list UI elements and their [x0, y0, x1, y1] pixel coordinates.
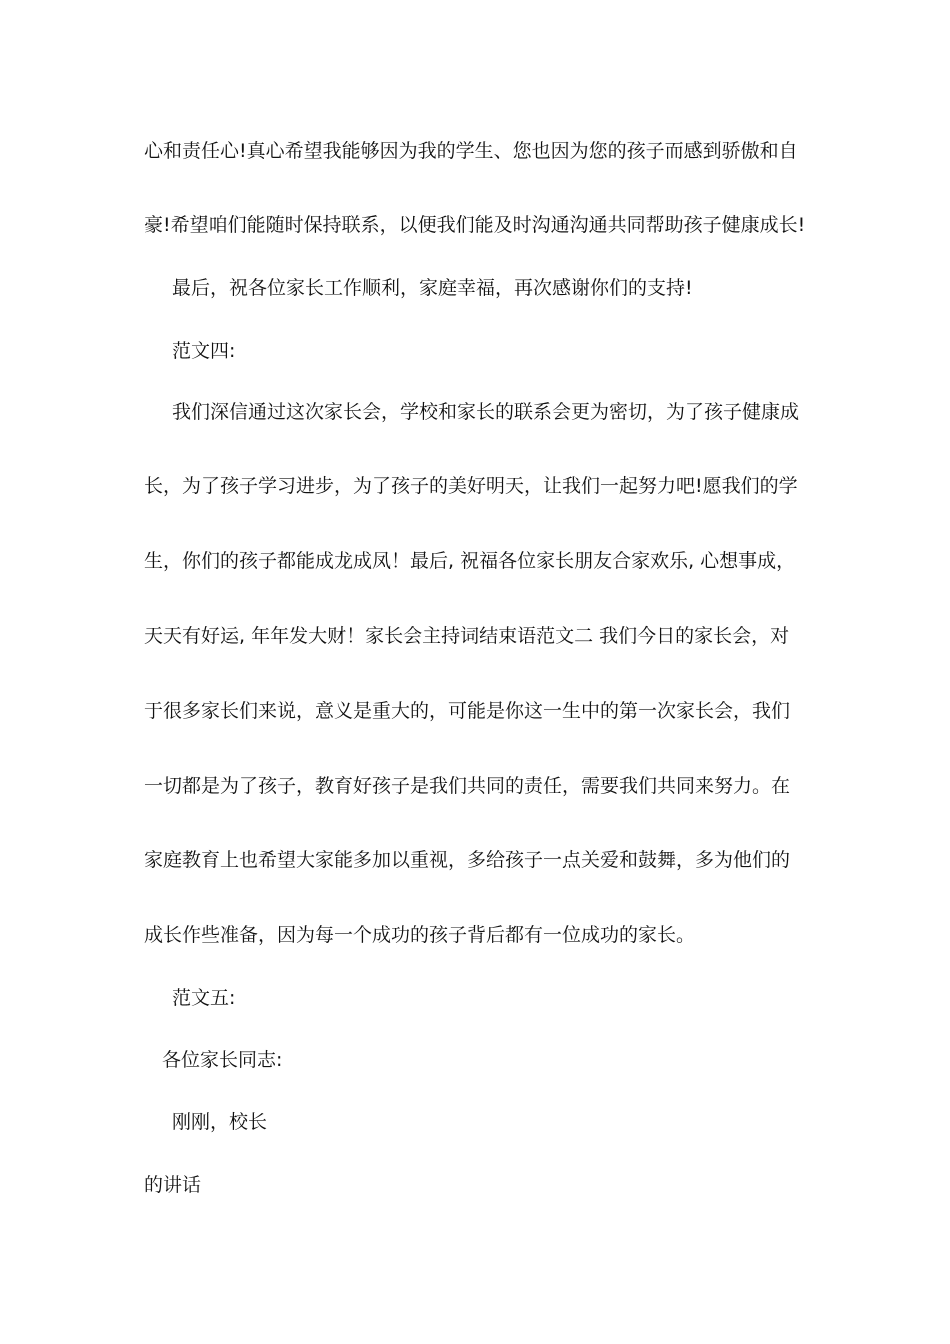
paragraph-line: 刚刚，校长: [172, 1111, 268, 1133]
paragraph-line: 一切都是为了孩子，教育好孩子是我们共同的责任，需要我们共同来努力。在: [144, 775, 791, 797]
paragraph-line: 生，你们的孩子都能成龙成凤！最后, 祝福各位家长朋友合家欢乐, 心想事成，: [144, 550, 796, 572]
paragraph-line: 于很多家长们来说，意义是重大的，可能是你这一生中的第一次家长会，我们: [144, 700, 791, 722]
paragraph-line: 天天有好运, 年年发大财！家长会主持词结束语范文二 我们今日的家长会，对: [144, 625, 790, 647]
paragraph-line: 豪!希望咱们能随时保持联系，以便我们能及时沟通沟通共同帮助孩子健康成长!: [144, 214, 806, 236]
paragraph-line: 的讲话: [144, 1174, 202, 1196]
section-heading: 范文四:: [172, 340, 236, 362]
paragraph-line: 长，为了孩子学习进步，为了孩子的美好明天，让我们一起努力吧!愿我们的学: [144, 475, 798, 497]
salutation: 各位家长同志:: [162, 1049, 283, 1071]
paragraph-line: 最后，祝各位家长工作顺利，家庭幸福，再次感谢你们的支持!: [172, 277, 693, 299]
paragraph-line: 家庭教育上也希望大家能多加以重视，多给孩子一点关爱和鼓舞，多为他们的: [144, 849, 791, 871]
paragraph-line: 心和责任心!真心希望我能够因为我的学生、您也因为您的孩子而感到骄傲和自: [144, 140, 798, 162]
section-heading: 范文五:: [172, 987, 236, 1009]
paragraph-line: 我们深信通过这次家长会，学校和家长的联系会更为密切，为了孩子健康成: [172, 401, 800, 423]
paragraph-line: 成长作些准备，因为每一个成功的孩子背后都有一位成功的家长。: [144, 924, 696, 946]
